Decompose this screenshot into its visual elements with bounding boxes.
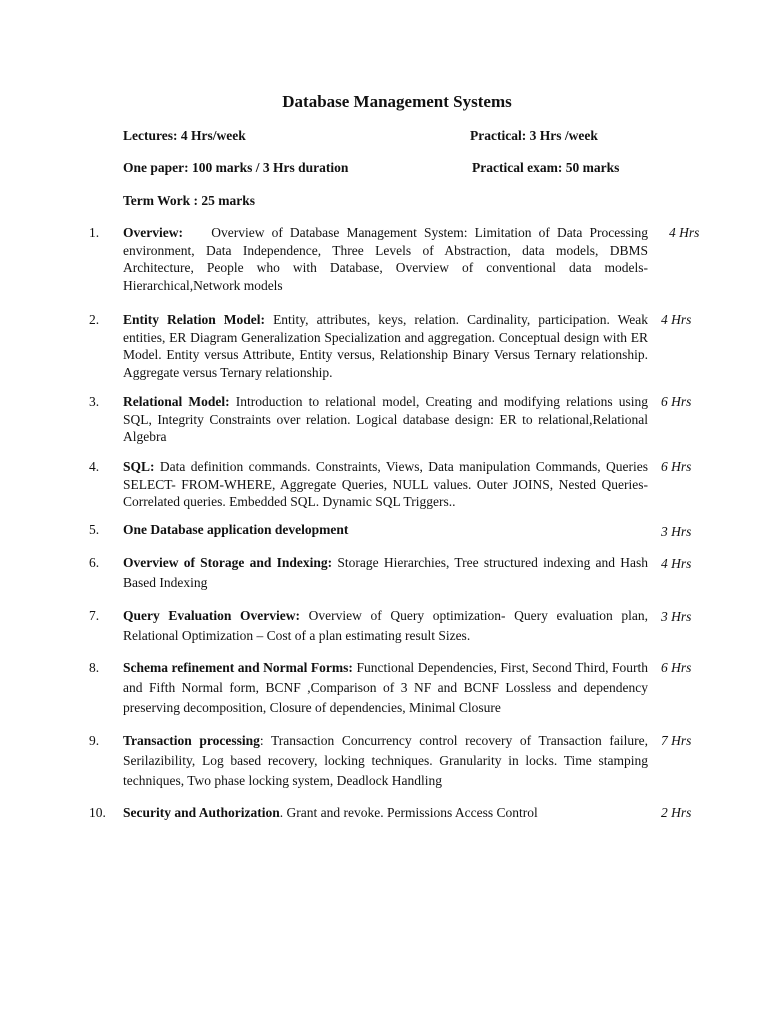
item-number: 9. — [89, 733, 100, 748]
item-hours: 4 Hrs — [661, 556, 692, 571]
item-number: 8. — [89, 660, 100, 675]
paper-info: One paper: 100 marks / 3 Hrs duration — [123, 160, 349, 175]
item-number: 6. — [89, 555, 100, 570]
item-description — [123, 606, 648, 646]
item-description — [123, 731, 648, 791]
item-hours: 2 Hrs — [661, 805, 692, 820]
item-text: Data definition commands. Constraints, Views, Data manipulation Commands, Queries SELECT- FROM-WHERE, Aggregate Queries, NULL values. Outer JOINS, Nested Queries- Correlated queries. Embedded SQL. Dynamic SQL Triggers.. — [123, 459, 648, 510]
item-hours: 6 Hrs — [661, 660, 692, 675]
item-number: 10. — [89, 805, 106, 820]
term-work-info: Term Work : 25 marks — [123, 193, 256, 208]
item-text: Entity, attributes, keys, relation. Cardinality, participation. Weak entities, ER Diagram Generalization Specialization and aggregation. Conceptual design with ER Model. Entity versus Attribute, Entity versus, Relationship Binary Versus Ternary relationship. Aggregate versus Ternary relationship. — [123, 312, 648, 380]
item-hours: 6 Hrs — [661, 459, 692, 474]
item-hours: 3 Hrs — [661, 524, 692, 539]
item-heading: Overview: — [123, 225, 183, 240]
item-description — [123, 803, 648, 823]
item-text: Storage Hierarchies, Tree structured indexing and Hash Based Indexing — [123, 555, 649, 590]
item-description — [123, 393, 648, 446]
item-text: Overview of Database Management System: Limitation of Data Processing environment, Data Independence, Three Levels of Abstraction, data models, DBMS Architecture, People who with Database, Overview of conventional data models- Hierarchical,Network models — [123, 225, 648, 293]
item-description — [123, 553, 648, 593]
item-text: Introduction to relational model, Creating and modifying relations using SQL, Integrity Constraints over relation. Logical database design: ER to relational,Relational Algebra — [123, 394, 648, 445]
item-hours: 4 Hrs — [661, 312, 692, 327]
item-heading: Entity Relation Model: — [123, 312, 266, 327]
item-description — [123, 311, 648, 381]
item-heading: One Database application development — [123, 522, 349, 537]
item-heading: Transaction processing — [123, 733, 260, 748]
item-number: 2. — [89, 312, 100, 327]
item-hours: 3 Hrs — [661, 609, 692, 624]
item-number: 1. — [89, 225, 100, 240]
item-description — [123, 521, 648, 539]
item-description — [123, 458, 648, 511]
item-description — [123, 224, 648, 294]
item-text: : Transaction Concurrency control recovery of Transaction failure, Serilazibility, Log based recovery, locking techniques. Granularity in locks. Time stamping techniques, Two phase locking system, Deadlock Handling — [123, 733, 648, 788]
item-hours: 7 Hrs — [661, 733, 692, 748]
item-text: Overview of Query optimization- Query evaluation plan, Relational Optimization – Cost of a plan estimating result Sizes. — [123, 608, 649, 643]
item-text: Functional Dependencies, First, Second Third, Fourth and Fifth Normal form, BCNF ,Comparison of 3 NF and BCNF Lossless and dependency preserving decomposition, Closure of dependencies, Minimal Closure — [123, 660, 648, 715]
item-text: . Grant and revoke. Permissions Access Control — [279, 805, 538, 820]
practical-exam-info: Practical exam: 50 marks — [472, 160, 620, 175]
item-hours: 4 Hrs — [669, 225, 700, 240]
page-title: Database Management Systems — [282, 92, 512, 111]
item-description — [123, 658, 648, 718]
item-heading: SQL: — [123, 459, 155, 474]
item-number: 5. — [89, 522, 100, 537]
lectures-info: Lectures: 4 Hrs/week — [123, 128, 246, 143]
item-number: 4. — [89, 459, 100, 474]
item-heading: Schema refinement and Normal Forms: — [123, 660, 353, 675]
item-number: 7. — [89, 608, 100, 623]
item-heading: Query Evaluation Overview: — [123, 608, 301, 623]
item-hours: 6 Hrs — [661, 394, 692, 409]
item-heading: Relational Model: — [123, 394, 230, 409]
practical-info: Practical: 3 Hrs /week — [470, 128, 598, 143]
item-number: 3. — [89, 394, 100, 409]
item-heading: Overview of Storage and Indexing: — [123, 555, 333, 570]
item-heading: Security and Authorization — [123, 805, 280, 820]
